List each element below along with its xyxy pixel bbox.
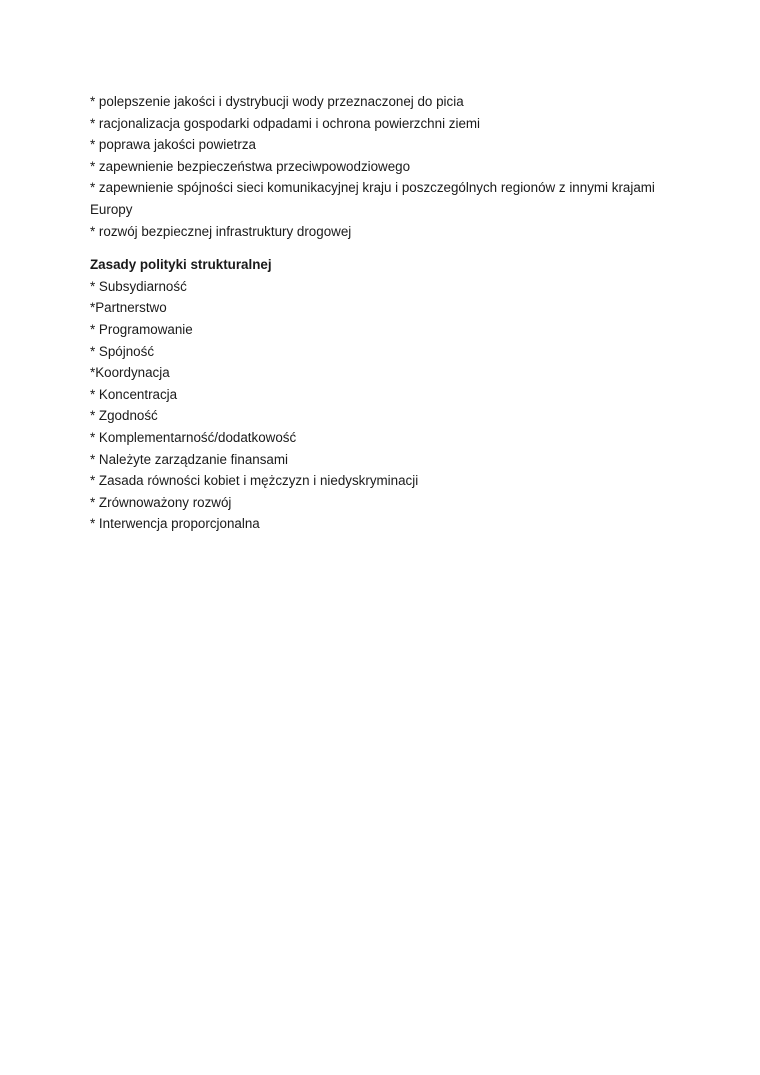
goals-list (90, 91, 670, 242)
principle-item: * Programowanie (90, 321, 193, 337)
document-body (90, 91, 670, 535)
principle-item: *Partnerstwo (90, 300, 167, 316)
principles-list (90, 276, 670, 535)
principle-item: * Zrównoważony rozwój (90, 494, 232, 510)
principle-item: * Należyte zarządzanie finansami (90, 451, 288, 467)
principle-item: * Zgodność (90, 408, 158, 424)
goal-item: * zapewnienie bezpieczeństwa przeciwpowodziowego (90, 158, 411, 174)
goal-item: * racjonalizacja gospodarki odpadami i ochrona powierzchni ziemi (90, 115, 481, 131)
principle-item: * Zasada równości kobiet i mężczyzn i niedyskryminacji (90, 473, 419, 489)
principle-item: * Interwencja proporcjonalna (90, 516, 260, 532)
principle-item: * Subsydiarność (90, 278, 187, 294)
principle-item: *Koordynacja (90, 365, 170, 381)
principle-item: * Koncentracja (90, 386, 178, 402)
goal-item: * rozwój bezpiecznej infrastruktury drogowej (90, 223, 352, 239)
goal-item: * zapewnienie spójności sieci komunikacyjnej kraju i poszczególnych regionów z innymi krajami Europy (90, 180, 655, 217)
principles-heading: Zasady polityki strukturalnej (90, 257, 272, 273)
goal-item: * poprawa jakości powietrza (90, 137, 256, 153)
principle-item: * Komplementarność/dodatkowość (90, 429, 297, 445)
goal-item: * polepszenie jakości i dystrybucji wody przeznaczonej do picia (90, 94, 464, 109)
principle-item: * Spójność (90, 343, 155, 359)
